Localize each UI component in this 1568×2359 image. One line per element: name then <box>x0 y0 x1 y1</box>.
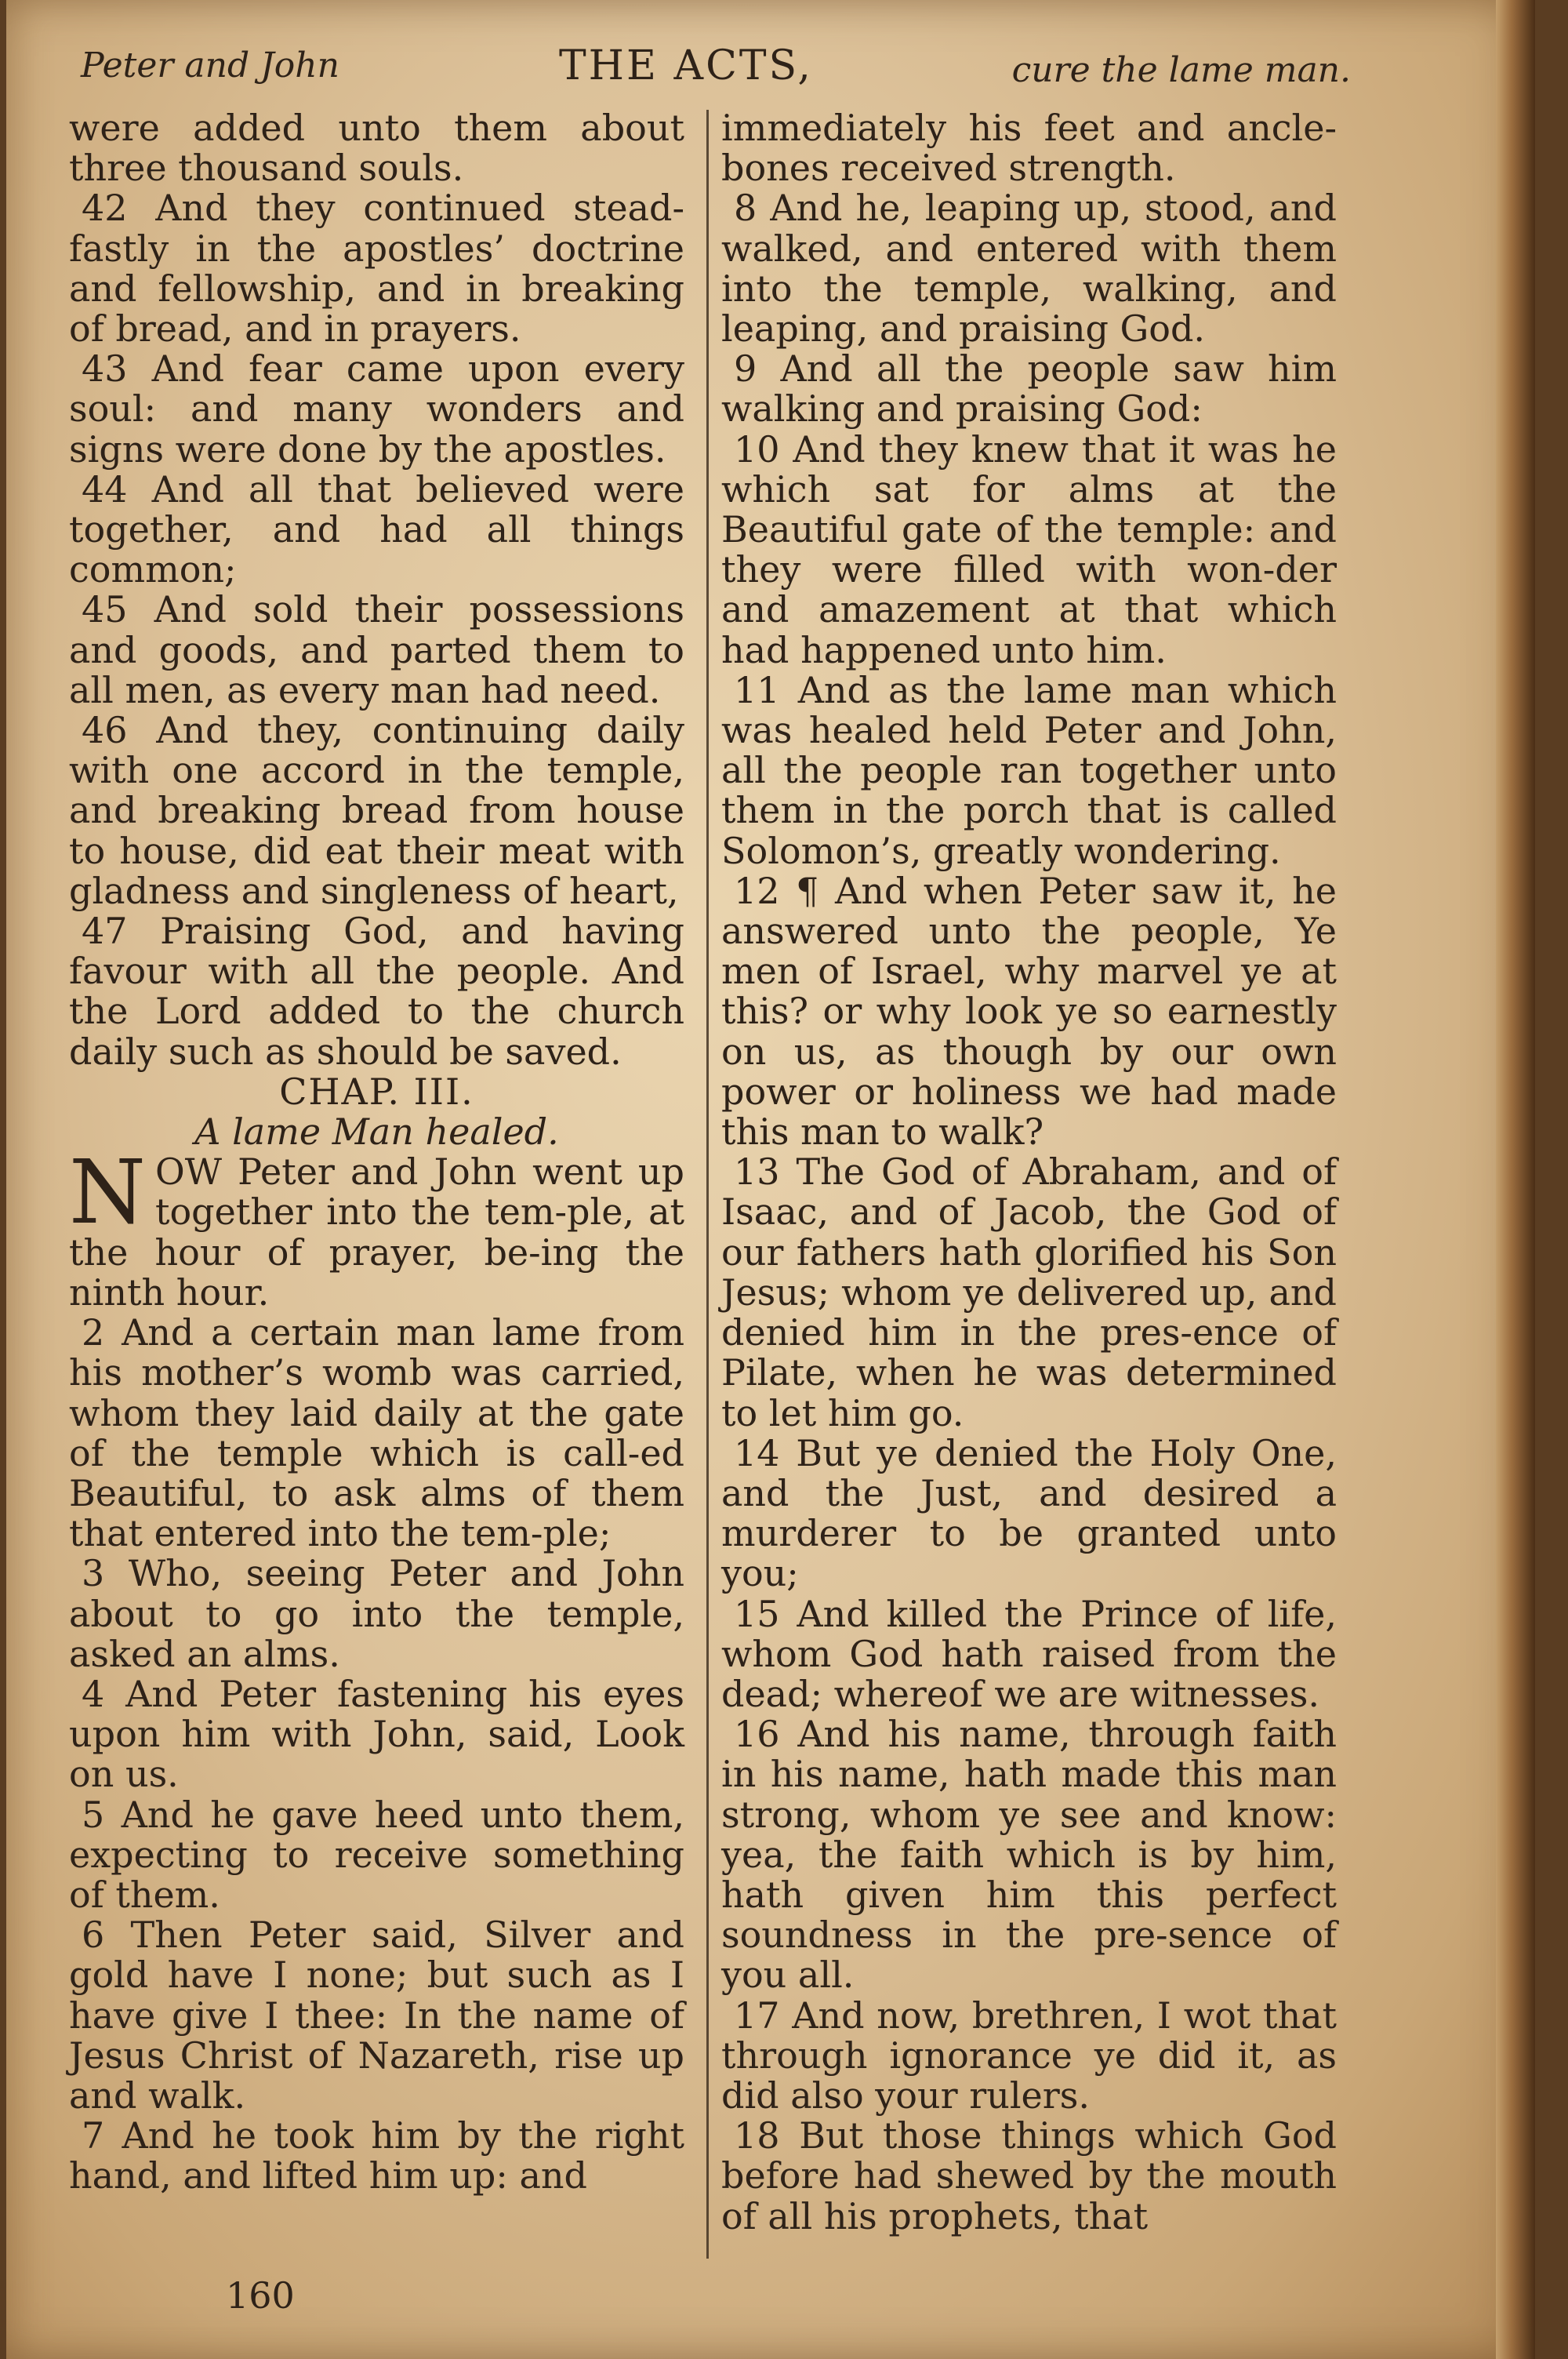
running-header <box>81 42 1351 100</box>
verse-15: 15 And killed the Prince of life, whom God hath raised from the dead; whereof we are witnesses. <box>721 1592 1337 1715</box>
header-left: Peter and John <box>81 45 339 85</box>
verse-13: 13 The God of Abraham, and of Isaac, and of Jacob, the God of our fathers hath glorified his Son Jesus; whom ye delivered up, and denied him in the pres-ence of Pilate, when he was determined to let him go. <box>721 1150 1337 1434</box>
chapter-summary: A lame Man healed. <box>194 1110 559 1154</box>
header-title: THE ACTS, <box>559 42 813 89</box>
verse-3: 3 Who, seeing Peter and John about to go into the temple, asked an alms. <box>69 1552 684 1675</box>
verse-12: 12 ¶ And when Peter saw it, he answered unto the people, Ye men of Israel, why marvel ye at this? or why look ye so earnestly on us, as though by our own power or holiness we had made this man to walk? <box>721 869 1337 1154</box>
column-rule <box>706 110 709 2259</box>
left-column <box>69 108 684 2197</box>
verse-46: 46 And they, continuing daily with one accord in the temple, and breaking bread from house to house, did eat their meat with gladness and singleness of heart, <box>69 709 684 912</box>
verse-2: 2 And a certain man lame from his mother’s womb was carried, whom they laid daily at the gate of the temple which is call-ed Beautiful, to ask alms of them that entered into the tem-ple; <box>69 1311 684 1555</box>
verse-1-text: OW Peter and John went up together into the tem-ple, at the hour of prayer, be-ing the ninth hour. <box>69 1150 684 1314</box>
verse-6: 6 Then Peter said, Silver and gold have I none; but such as I have give I thee: In the name of Jesus Christ of Nazareth, rise up and walk. <box>69 1914 684 2117</box>
book-page <box>6 0 1535 2359</box>
verse-45: 45 And sold their possessions and goods, and parted them to all men, as every man had need. <box>69 588 684 711</box>
header-right: cure the lame man. <box>1011 50 1351 90</box>
verse-text: were added unto them about three thousand souls. <box>69 107 684 190</box>
verse-14: 14 But ye denied the Holy One, and the Just, and desired a murderer to be granted unto you; <box>721 1431 1337 1595</box>
verse-10: 10 And they knew that it was he which sat for alms at the Beautiful gate of the temple: and they were filled with won-der and amazement at that which had happened unto him. <box>721 427 1337 671</box>
right-column <box>721 108 1337 2237</box>
drop-cap: N <box>69 1142 146 1245</box>
verse-4: 4 And Peter fastening his eyes upon him with John, said, Look on us. <box>69 1672 684 1796</box>
verse-43: 43 And fear came upon every soul: and many wonders and signs were done by the apostles. <box>69 347 684 471</box>
verse-18: 18 But those things which God before had shewed by the mouth of all his prophets, that <box>721 2114 1337 2237</box>
verse-16: 16 And his name, through faith in his name, hath made this man strong, whom ye see and know: yea, the faith which is by him, hath given him this perfect soundness in the pre-sence of you all. <box>721 1713 1337 1997</box>
verse-11: 11 And as the lame man which was healed held Peter and John, all the people ran together unto them in the porch that is called Solomon’s, greatly wondering. <box>721 668 1337 872</box>
verse-42: 42 And they continued stead-fastly in the apostles’ doctrine and fellowship, and in breaking of bread, and in prayers. <box>69 187 684 351</box>
verse-7: 7 And he took him by the right hand, and lifted him up: and <box>69 2114 684 2197</box>
verse-9: 9 And all the people saw him walking and praising God: <box>721 347 1337 431</box>
page-number: 160 <box>226 2274 295 2317</box>
verse-text: immediately his feet and ancle-bones received strength. <box>721 107 1337 190</box>
chapter-heading: CHAP. III. <box>279 1070 474 1113</box>
verse-1 <box>69 1142 684 1314</box>
verse-47: 47 Praising God, and having favour with all the people. And the Lord added to the church daily such as should be saved. <box>69 910 684 1073</box>
verse-44: 44 And all that believed were together, and had all things common; <box>69 467 684 591</box>
verse-5: 5 And he gave heed unto them, expecting to receive something of them. <box>69 1793 684 1916</box>
verse-8: 8 And he, leaping up, stood, and walked, and entered with them into the temple, walking, and leaping, and praising God. <box>721 187 1337 351</box>
verse-17: 17 And now, brethren, I wot that through ignorance ye did it, as did also your rulers. <box>721 1994 1337 2117</box>
page-edge <box>1496 0 1535 2359</box>
